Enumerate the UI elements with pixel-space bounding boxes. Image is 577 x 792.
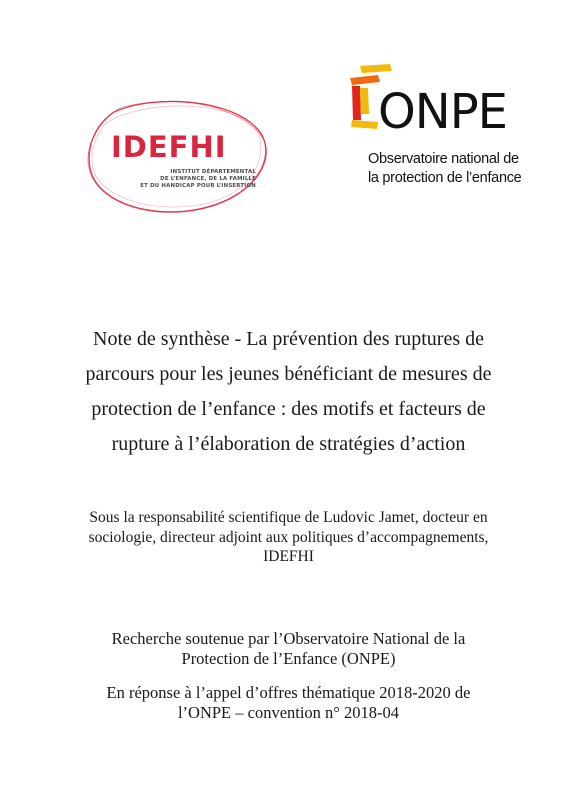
title-line: parcours pour les jeunes bénéficiant de mesures de — [85, 363, 492, 385]
onpe-logo — [348, 62, 528, 192]
title-line: protection de l’enfance : des motifs et facteurs de — [91, 398, 486, 420]
call-for-tenders-response — [40, 683, 537, 723]
onpe-subtitle-line: la protection de l’enfance — [368, 170, 522, 186]
response-line: l’ONPE – convention n° 2018-04 — [177, 703, 400, 722]
idefhi-tagline — [130, 169, 256, 190]
idefhi-name-text: IDEFHI — [111, 130, 227, 164]
research-support — [40, 629, 537, 669]
scientific-responsibility — [40, 508, 537, 567]
idefhi-wordmark — [111, 132, 227, 162]
title-line: Note de synthèse - La prévention des ruptures de — [93, 328, 484, 350]
responsibility-line: sociologie, directeur adjoint aux politiques d’accompagnements, — [88, 528, 489, 546]
responsibility-line: Sous la responsabilité scientifique de Ludovic Jamet, docteur en — [89, 509, 488, 526]
idefhi-tagline-line: DE L’ENFANCE, DE LA FAMILLE — [160, 176, 256, 182]
idefhi-tagline-line: ET DU HANDICAP POUR L’INSERTION — [140, 183, 256, 189]
document-title — [40, 322, 537, 462]
support-line: Recherche soutenue par l’Observatoire National de la — [111, 629, 466, 648]
onpe-subtitle-line: Observatoire national de — [368, 151, 519, 167]
onpe-wordmark: ONPE — [378, 84, 507, 140]
title-line: rupture à l’élaboration de stratégies d’action — [111, 433, 466, 455]
idefhi-tagline-line: INSTITUT DÉPARTEMENTAL — [170, 169, 256, 175]
responsibility-line: IDEFHI — [263, 548, 314, 565]
response-line: En réponse à l’appel d’offres thématique 2018-2020 de — [106, 683, 471, 702]
onpe-subtitle — [368, 150, 528, 188]
support-line: Protection de l’Enfance (ONPE) — [181, 649, 396, 668]
idefhi-logo — [84, 96, 272, 216]
